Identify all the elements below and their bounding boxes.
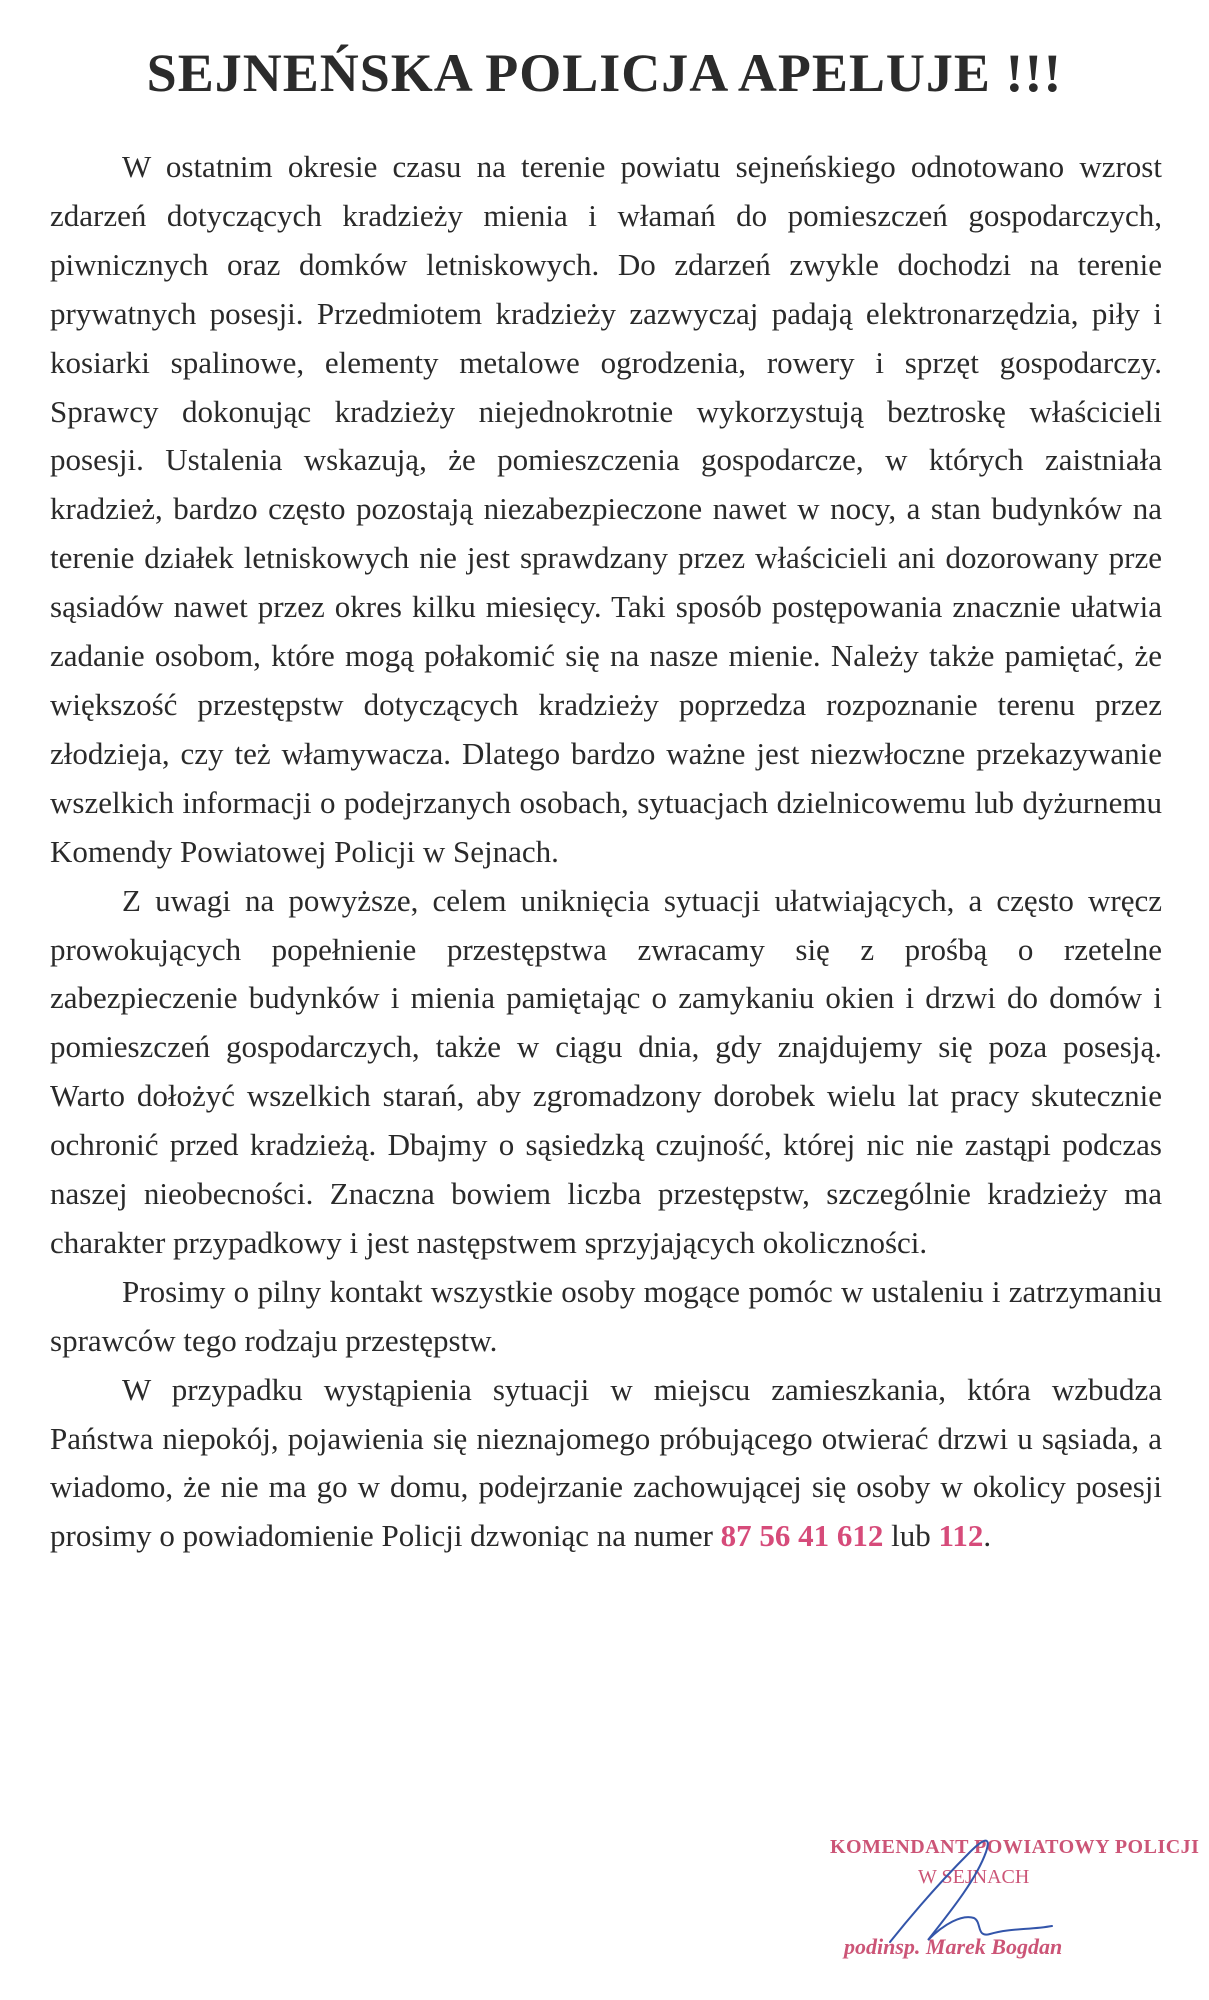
paragraph-4 bbox=[50, 1366, 1162, 1562]
signature-stroke bbox=[890, 1841, 1052, 1942]
paragraph-4-end: . bbox=[983, 1518, 992, 1554]
handwritten-signature bbox=[870, 1822, 1070, 1962]
phone-connector: lub bbox=[891, 1518, 931, 1554]
paragraph-2: Z uwagi na powyższe, celem uniknięcia sytuacji ułatwiających, a często wręcz prowokujących popełnienie przestępstwa zwracamy się z prośbą o rzetelne zabezpieczenie budynków i mienia pamiętając o zamykaniu okien i drzwi do domów i pomieszczeń gospodarczych, także w ciągu dnia, gdy znajdujemy się poza posesją. Warto dołożyć wszelkich starań, aby zgromadzony dorobek wielu lat pracy skutecznie ochronić przed kradzieżą. Dbajmy o sąsiedzką czujność, której nic nie zastąpi podczas naszej nieobecności. Znaczna bowiem liczba przestępstw, szczególnie kradzieży ma charakter przypadkowy i jest następstwem sprzyjających okoliczności. bbox=[50, 882, 1162, 1260]
stamp-location: W SEJNACH bbox=[918, 1866, 1030, 1888]
document-body bbox=[50, 143, 1162, 1561]
emergency-number: 112 bbox=[938, 1518, 984, 1554]
paragraph-3: Prosimy o pilny kontakt wszystkie osoby mogące pomóc w ustaleniu i zatrzymaniu sprawców tego rodzaju przestępstw. bbox=[50, 1273, 1162, 1358]
paragraph-1: W ostatnim okresie czasu na terenie powiatu sejneńskiego odnotowano wzrost zdarzeń dotyczących kradzieży mienia i włamań do pomieszczeń gospodarczych, piwnicznych oraz domków letniskowych. Do zdarzeń zwykle dochodzi na terenie prywatnych posesji. Przedmiotem kradzieży zazwyczaj padają elektronarzędzia, piły i kosiarki spalinowe, elementy metalowe ogrodzenia, rowery i sprzęt gospodarczy. Sprawcy dokonując kradzieży niejednokrotnie wykorzystują beztroskę właścicieli posesji. Ustalenia wskazują, że pomieszczenia gospodarcze, w których zaistniała kradzież, bardzo często pozostają niezabezpieczone nawet w nocy, a stan budynków na terenie działek letniskowych nie jest sprawdzany przez właścicieli ani dozorowany prze sąsiadów nawet przez okres kilku miesięcy. Taki sposób postępowania znacznie ułatwia zadanie osobom, które mogą połakomić się na nasze mienie. Należy także pamiętać, że większość przestępstw dotyczących kradzieży poprzedza rozpoznanie terenu przez złodzieja, czy też włamywacza. Dlatego bardzo ważne jest niezwłoczne przekazywanie wszelkich informacji o podejrzanych osobach, sytuacjach dzielnicowemu lub dyżurnemu Komendy Powiatowej Policji w Sejnach. bbox=[50, 149, 1162, 869]
paragraph-4-text: W przypadku wystąpienia sytuacji w miejscu zamieszkania, która wzbudza Państwa niepokój, pojawienia się nieznajomego próbującego otwierać drzwi u sąsiada, a wiadomo, że nie ma go w domu, podejrzanie zachowującej się osoby w okolicy posesji prosimy o powiadomienie Policji dzwoniąc na numer bbox=[50, 1371, 1162, 1554]
stamp-signatory: podinsp. Marek Bogdan bbox=[844, 1934, 1063, 1959]
document-title: SEJNEŃSKA POLICJA APELUJE !!! bbox=[146, 43, 1063, 103]
phone-number: 87 56 41 612 bbox=[720, 1518, 884, 1554]
stamp-title: KOMENDANT POWIATOWY POLICJI bbox=[830, 1836, 1200, 1858]
